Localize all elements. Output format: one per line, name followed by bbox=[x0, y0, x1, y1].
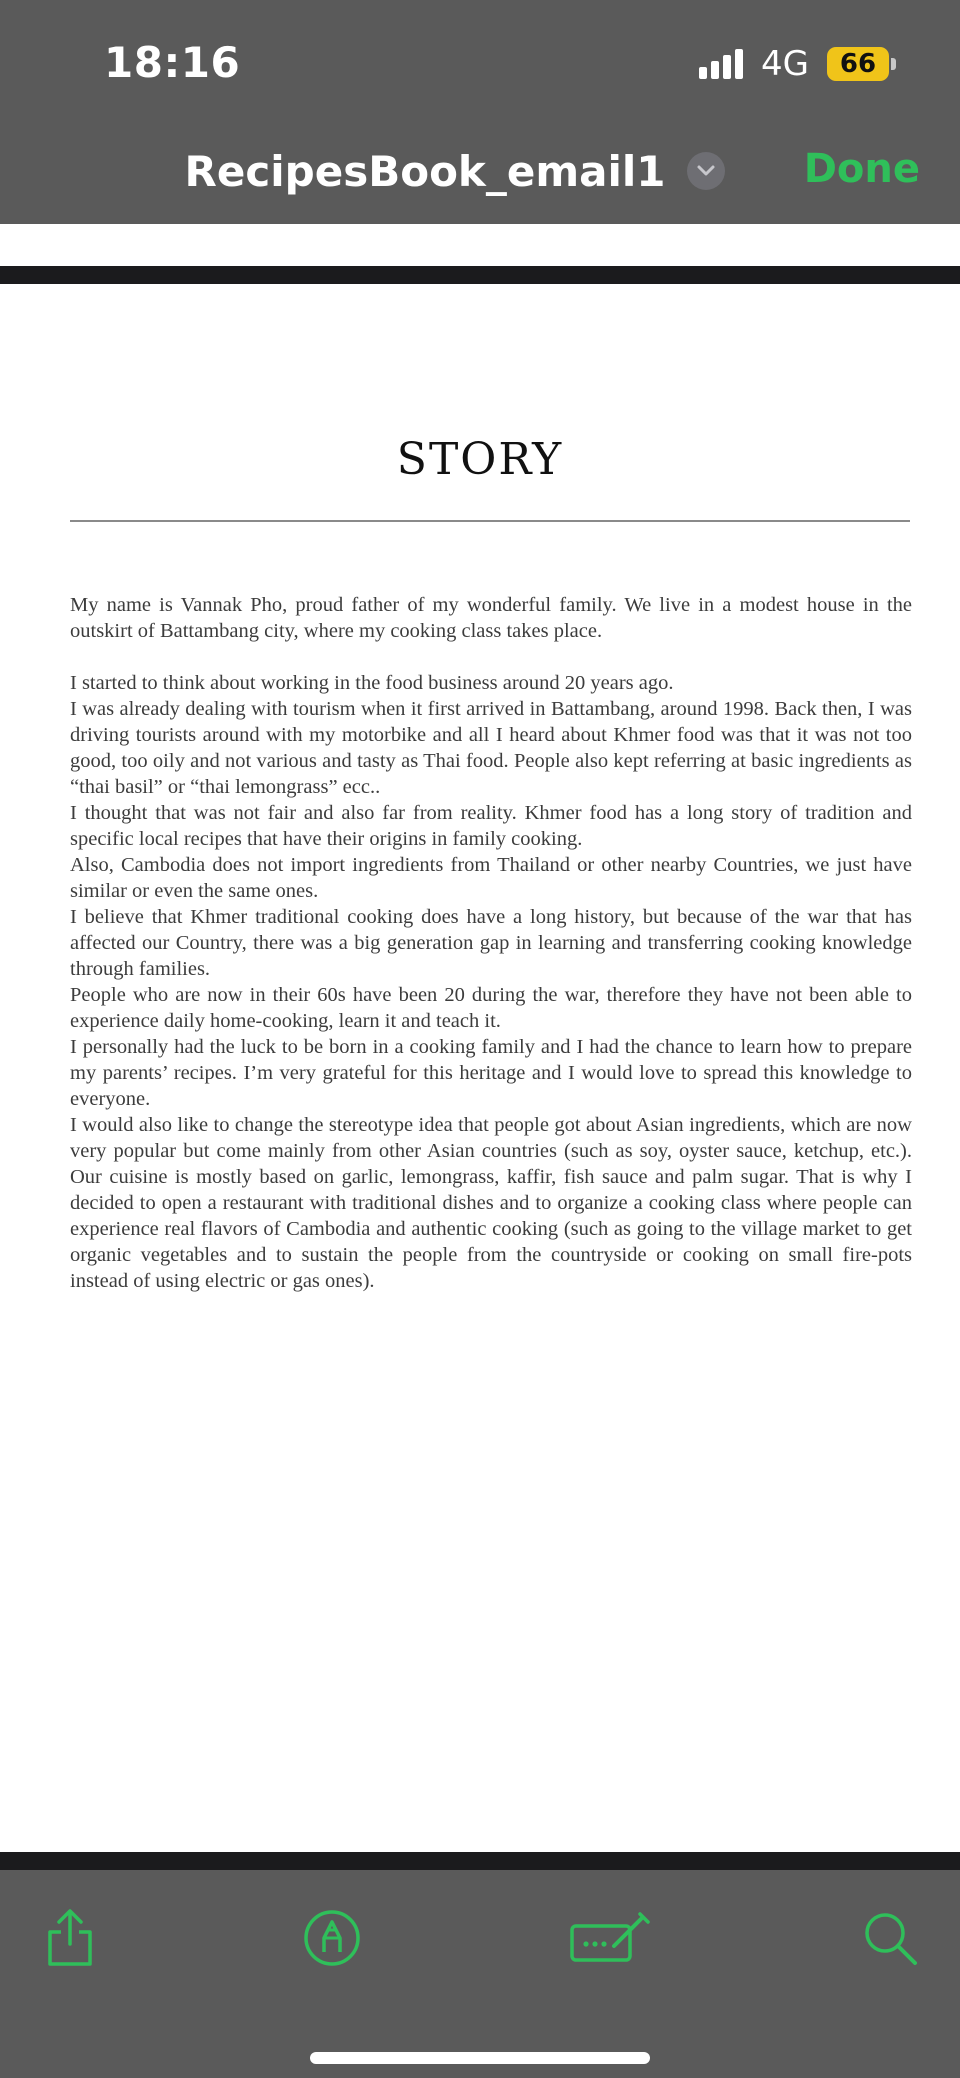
markup-icon[interactable] bbox=[302, 1908, 362, 1968]
home-indicator[interactable] bbox=[310, 2052, 650, 2064]
signature-icon[interactable] bbox=[568, 1910, 652, 1966]
paragraph: I would also like to change the stereotype idea that people got about Asian ingredients, which are now very popular but come mainly from other Asian countries (such as soy, oyster sauce, ketchup, etc.). Our cuisine is mostly based on garlic, lemongrass, kaffir, fish sauce and palm sugar. That is why I decided to open a restaurant with traditional dishes and to organize a cooking class where people can experience real flavors of Cambodia and authentic cooking (such as going to the village market to get organic vegetables and to sustain the people from the countryside or cooking on small fire-pots instead of using electric or gas ones). bbox=[70, 1114, 912, 1292]
share-button[interactable] bbox=[38, 1906, 102, 1970]
page-separator bbox=[0, 266, 960, 284]
search-icon[interactable] bbox=[861, 1909, 919, 1967]
page-separator bbox=[0, 1852, 960, 1870]
paragraph: I believe that Khmer traditional cooking does have a long history, but because of the war that has affected our Country, there was a big generation gap in learning and transferring cooking knowledge through families. bbox=[70, 906, 912, 980]
paragraph: Also, Cambodia does not import ingredients from Thailand or other nearby Countries, we just have similar or even the same ones. bbox=[70, 854, 912, 902]
story-body bbox=[70, 592, 912, 1294]
cellular-signal-icon bbox=[699, 49, 743, 79]
chevron-down-icon[interactable] bbox=[687, 152, 725, 190]
bottom-toolbar bbox=[0, 1870, 960, 2078]
done-button[interactable]: Done bbox=[803, 146, 920, 192]
status-indicators bbox=[699, 46, 896, 82]
paragraph: I started to think about working in the food business around 20 years ago. bbox=[70, 672, 674, 694]
page-heading: STORY bbox=[396, 434, 564, 485]
paragraph: I personally had the luck to be born in a cooking family and I had the chance to learn how to prepare my parents’ recipes. I’m very grateful for this heritage and I would love to spread this knowledge to everyone. bbox=[70, 1036, 912, 1110]
document-page[interactable] bbox=[0, 284, 960, 1852]
paragraph: I was already dealing with tourism when it first arrived in Battambang, around 1998. Back then, I was driving tourists around with my motorbike and all I heard about Khmer food was that it was not too good, too oily and not various and tasty as Thai food. People also kept referring at basic ingredients as “thai basil” or “thai lemongrass” ecc.. bbox=[70, 698, 912, 798]
markup-button[interactable] bbox=[300, 1906, 364, 1970]
search-button[interactable] bbox=[858, 1906, 922, 1970]
battery-level: 66 bbox=[827, 47, 889, 81]
signature-button[interactable] bbox=[568, 1906, 652, 1970]
status-time: 18:16 bbox=[104, 38, 241, 87]
share-icon[interactable] bbox=[44, 1908, 96, 1968]
document-title[interactable]: RecipesBook_email1 bbox=[184, 146, 666, 196]
top-bar bbox=[0, 0, 960, 224]
network-type: 4G bbox=[761, 44, 809, 84]
paragraph: People who are now in their 60s have been 20 during the war, therefore they have not been able to experience daily home-cooking, learn it and teach it. bbox=[70, 984, 912, 1032]
paragraph: My name is Vannak Pho, proud father of my wonderful family. We live in a modest house in the outskirt of Battambang city, where my cooking class takes place. bbox=[70, 594, 912, 642]
paragraph: I thought that was not fair and also far from reality. Khmer food has a long story of tradition and specific local recipes that have their origins in family cooking. bbox=[70, 802, 912, 850]
battery-icon bbox=[827, 47, 896, 81]
heading-divider bbox=[70, 520, 910, 522]
